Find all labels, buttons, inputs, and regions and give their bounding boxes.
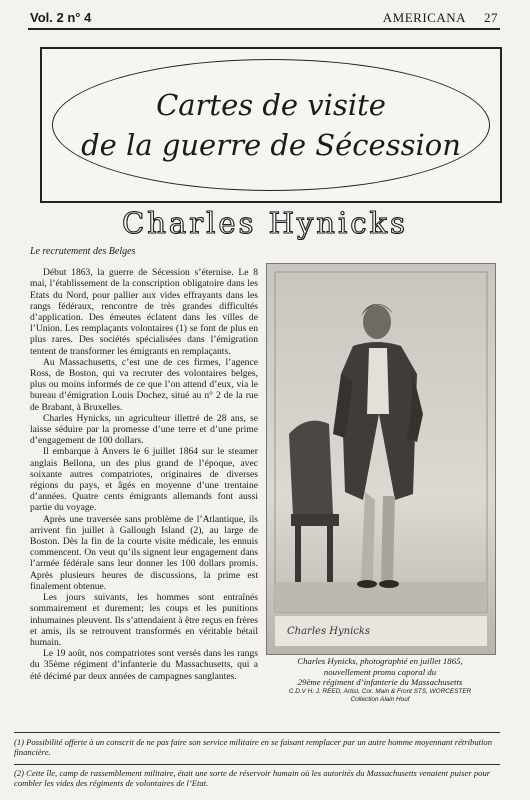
article-column [30, 246, 258, 682]
caption-line-2: nouvellement promu caporal du [323, 666, 437, 677]
caption-line-3: 29ème régiment d’infanterie du Massachusetts [297, 677, 463, 687]
photo-caption [266, 656, 494, 704]
photo-inscription: Charles Hynicks [287, 626, 371, 637]
title-line-2: de la guerre de Sécession [81, 128, 461, 162]
paragraph: Début 1863, la guerre de Sécession s’éternise. Le 8 mai, l’établissement de la conscription obligatoire dans les Etats du Nord, pour pallier aux vides effrayants dans les rangs fédéraux, rencontre de très grandes difficultés d’application. Des émeutes éclatent dans les villes de l’Union. Les remplaçants volontaires (1) se font de plus en plus rares. Des sociétés spécialisées dans l’émigration tentent de transformer les émigrants en remplaçants. [30, 267, 258, 357]
title-box [40, 47, 502, 203]
volume-label: Vol. 2 n° 4 [30, 10, 92, 25]
footnote-divider [14, 732, 500, 733]
paragraph: Le 19 août, nos compatriotes sont versés dans les rangs du 35ème régiment d’infanterie du Massachusetts, qui a été décimé par deux années de campagnes sanglantes. [30, 648, 258, 682]
photo-collection: Collection Alain Houf [350, 695, 410, 703]
footnote-1: (1) Possibilité offerte à un conscrit de ne pas faire son service militaire en se faisant remplacer par un autre homme moyennant rétribution financière. [14, 737, 492, 757]
paragraph: Au Massachusetts, c’est une de ces firmes, l’agence Ross, de Boston, qui va recruter des volontaires belges, plus ou moins informés de ce que l’on attend d’eux, via le bureau d’émigration Louis Dochez, situé au n° 2 de la rue de Brabant, à Bruxelles. [30, 356, 258, 413]
article-name-heading: Charles Hynicks [122, 206, 408, 240]
caption-line-1: Charles Hynicks, photographié en juillet 1865, [297, 656, 463, 666]
magazine-name: AMERICANA [382, 10, 466, 25]
page-number: 27 [484, 10, 498, 25]
paragraph: Il embarque à Anvers le 6 juillet 1864 sur le steamer anglais Bellona, un des plus grand de l’époque, avec soixante autres compatriotes, originaires de diverses régions du pays, et âgés en moyenne d’une trentaine d’années. Quatre cents émigrants allemands font aussi partie du voyage. [30, 446, 258, 514]
footnote-2: (2) Cette île, camp de rassemblement militaire, était une sorte de réservoir humain où les autorités du Massachusetts venaient puiser pour combler les vides des régiments de volontaires de l’Etat. [14, 768, 491, 788]
paragraph: Charles Hynicks, un agriculteur illettré de 28 ans, se laisse séduire par la promesse d’une terre et d’une prime d’engagement de 100 dollars. [30, 412, 258, 447]
title-line-1: Cartes de visite [156, 88, 386, 122]
running-header [383, 10, 498, 26]
photo-credit: C.D.V H. J. REED, Artist, Cor. Main & Front STS, WORCESTER [288, 687, 472, 695]
section-title: Le recrutement des Belges [30, 246, 136, 257]
footnote-divider [14, 764, 500, 765]
page-title [42, 85, 500, 165]
paragraph: Après une traversée sans problème de l’Atlantique, ils arrivent fin juillet à Gallough Island (2), au large de Boston. Dès la fin de la courte visite médicale, les ennuis commencent. On veut qu’ils signent leur engagement dans l’armée fédérale sans leur donner les 100 dollars promis. Après plusieurs heures de discussions, la prime est finalement obtenue. [30, 513, 258, 592]
soldier-portrait-image [267, 264, 495, 654]
header-rule [28, 28, 500, 30]
portrait-photo [266, 263, 496, 655]
paragraph: Les jours suivants, les hommes sont entraînés sommairement et durement; les coups et les punitions inhumaines pleuvent. Ils s’attendaient à être reçus en frères et amis, ils se retrouvent transformés en véritable bétail humain. [30, 592, 258, 648]
